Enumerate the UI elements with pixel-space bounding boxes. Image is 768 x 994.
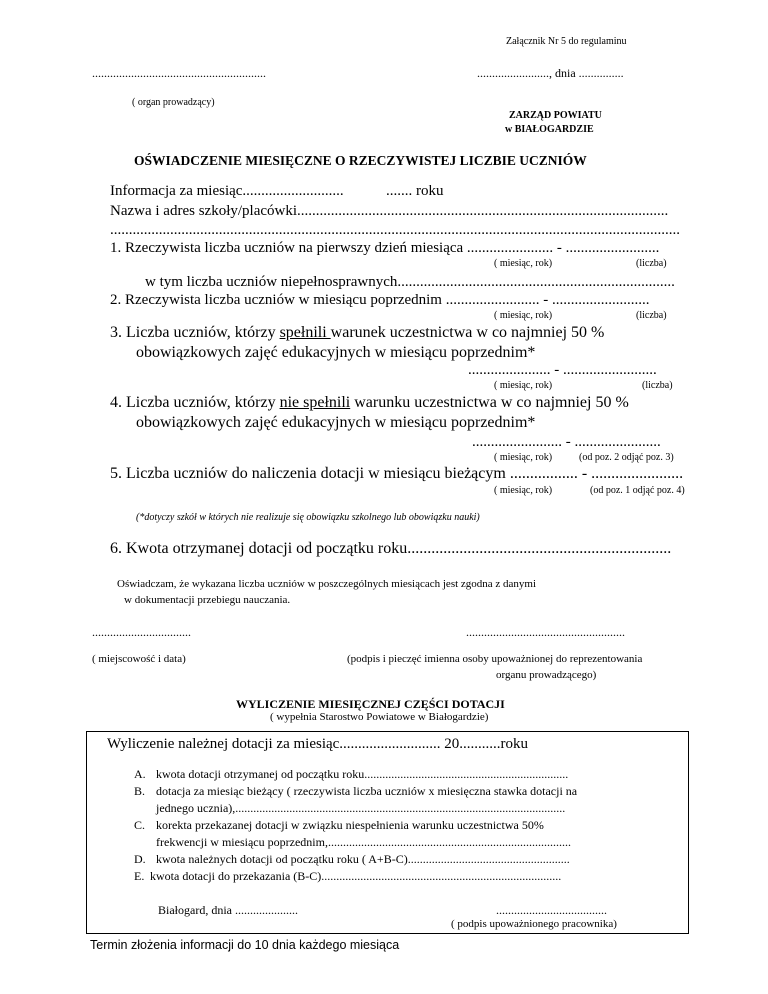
- calc-a: kwota dotacji otrzymanej od początku roku....................................................................: [156, 767, 569, 781]
- calc-c: korekta przekazanej dotacji w związku niespełnienia warunku uczestnictwa 50%: [156, 818, 544, 832]
- item-1-disabled: w tym liczba uczniów niepełnosprawnych..........................................................................: [145, 274, 675, 290]
- info-month-field: Informacja za miesiąc...........................: [110, 183, 344, 199]
- item-4-underlined: nie spełnili: [279, 394, 351, 411]
- calc-d-letter: D.: [134, 852, 146, 866]
- item-3-fields: ...................... - .........................: [468, 362, 657, 378]
- item-5: 5. Liczba uczniów do naliczenia dotacji w miesiącu bieżącym ................. - .......................: [110, 465, 684, 482]
- calc-b-letter: B.: [134, 784, 146, 798]
- signature-dots: .....................................................: [466, 625, 625, 639]
- item-3-line2: obowiązkowych zajęć edukacyjnych w miesiącu poprzednim*: [136, 344, 536, 361]
- declaration-line1: Oświadczam, że wykazana liczba uczniów w poszczególnych miesiącach jest zgodna z danymi: [117, 578, 537, 590]
- place-date-field: ........................, dnia ...............: [477, 66, 624, 80]
- calc-b: dotacja za miesiąc bieżący ( rzeczywista liczba uczniów x miesięczna stawka dotacji na: [156, 784, 578, 798]
- place-date-label: ( miejscowość i data): [92, 653, 186, 665]
- calc-signature-dots: .....................................: [496, 903, 607, 917]
- calc-signature-label: ( podpis upoważnionego pracownika): [451, 918, 617, 930]
- calc-title: WYLICZENIE MIESIĘCZNEJ CZĘŚCI DOTACJI: [236, 697, 505, 711]
- item-5-count-label: (od poz. 1 odjąć poz. 4): [590, 485, 685, 496]
- item-4-line2: obowiązkowych zajęć edukacyjnych w miesiącu poprzednim*: [136, 414, 536, 431]
- item-3-underlined: spełnili: [279, 324, 331, 341]
- calc-subtitle: ( wypełnia Starostwo Powiatowe w Białogardzie): [270, 711, 489, 723]
- item-6: 6. Kwota otrzymanej dotacji od początku roku..................................................................: [110, 540, 672, 557]
- calc-a-letter: A.: [134, 767, 146, 781]
- calc-d: kwota należnych dotacji od początku roku ( A+B-C)......................................................: [156, 852, 570, 866]
- calc-b-cont: jednego ucznia),..............................................................................................................: [156, 801, 566, 815]
- footnote: (*dotyczy szkół w których nie realizuje się obowiązku szkolnego lub obowiązku nauki): [136, 512, 480, 523]
- organ-field: ..........................................................: [92, 66, 266, 80]
- school-name-continuation: ........................................................................................................................................................: [110, 222, 680, 238]
- item-2: 2. Rzeczywista liczba uczniów w miesiącu poprzednim ......................... - ..........................: [110, 292, 650, 308]
- item-3: [110, 324, 604, 342]
- organ-label: ( organ prowadzący): [132, 97, 215, 108]
- item-4: [110, 394, 629, 412]
- item-3-suffix: warunek uczestnictwa w co najmniej 50 %: [330, 324, 605, 341]
- school-name-field: Nazwa i adres szkoły/placówki...................................................................................................: [110, 203, 669, 219]
- calc-e-letter: E.: [134, 869, 145, 883]
- signature-label-line2: organu prowadzącego): [496, 669, 597, 681]
- item-4-count-label: (od poz. 2 odjąć poz. 3): [579, 452, 674, 463]
- calc-c-cont: frekwencji w miesiącu poprzednim,.................................................................................: [156, 835, 571, 849]
- footer-deadline: Termin złożenia informacji do 10 dnia każdego miesiąca: [90, 938, 400, 952]
- item-3-prefix: 3. Liczba uczniów, którzy: [110, 324, 280, 341]
- item-3-month-label: ( miesiąc, rok): [494, 380, 553, 391]
- item-2-month-label: ( miesiąc, rok): [494, 310, 553, 321]
- recipient-line1: ZARZĄD POWIATU: [509, 110, 602, 121]
- calc-c-letter: C.: [134, 818, 146, 832]
- item-1: 1. Rzeczywista liczba uczniów na pierwszy dzień miesiąca ....................... - .........................: [110, 240, 660, 256]
- item-4-prefix: 4. Liczba uczniów, którzy: [110, 394, 280, 411]
- recipient-line2: w BIAŁOGARDZIE: [505, 124, 594, 135]
- document-title: OŚWIADCZENIE MIESIĘCZNE O RZECZYWISTEJ LICZBIE UCZNIÓW: [134, 153, 587, 168]
- calc-place-date: Białogard, dnia .....................: [158, 903, 298, 917]
- item-4-suffix: warunku uczestnictwa w co najmniej 50 %: [350, 394, 629, 411]
- item-4-month-label: ( miesiąc, rok): [494, 452, 553, 463]
- signature-label-line1: (podpis i pieczęć imienna osoby upoważnionej do reprezentowania: [347, 653, 643, 665]
- item-1-month-label: ( miesiąc, rok): [494, 258, 553, 269]
- item-5-month-label: ( miesiąc, rok): [494, 485, 553, 496]
- item-3-count-label: (liczba): [642, 380, 673, 391]
- calc-e: kwota dotacji do przekazania (B-C)................................................................................: [150, 869, 562, 883]
- calc-heading: Wyliczenie należnej dotacji za miesiąc........................... 20...........roku: [107, 736, 529, 752]
- item-4-fields: ........................ - .......................: [472, 434, 661, 450]
- item-1-count-label: (liczba): [636, 258, 667, 269]
- declaration-line2: w dokumentacji przebiegu nauczania.: [124, 594, 291, 606]
- item-2-count-label: (liczba): [636, 310, 667, 321]
- place-date-dots: .................................: [92, 625, 191, 639]
- attachment-note: Załącznik Nr 5 do regulaminu: [506, 36, 627, 47]
- info-year-field: ....... roku: [386, 183, 444, 199]
